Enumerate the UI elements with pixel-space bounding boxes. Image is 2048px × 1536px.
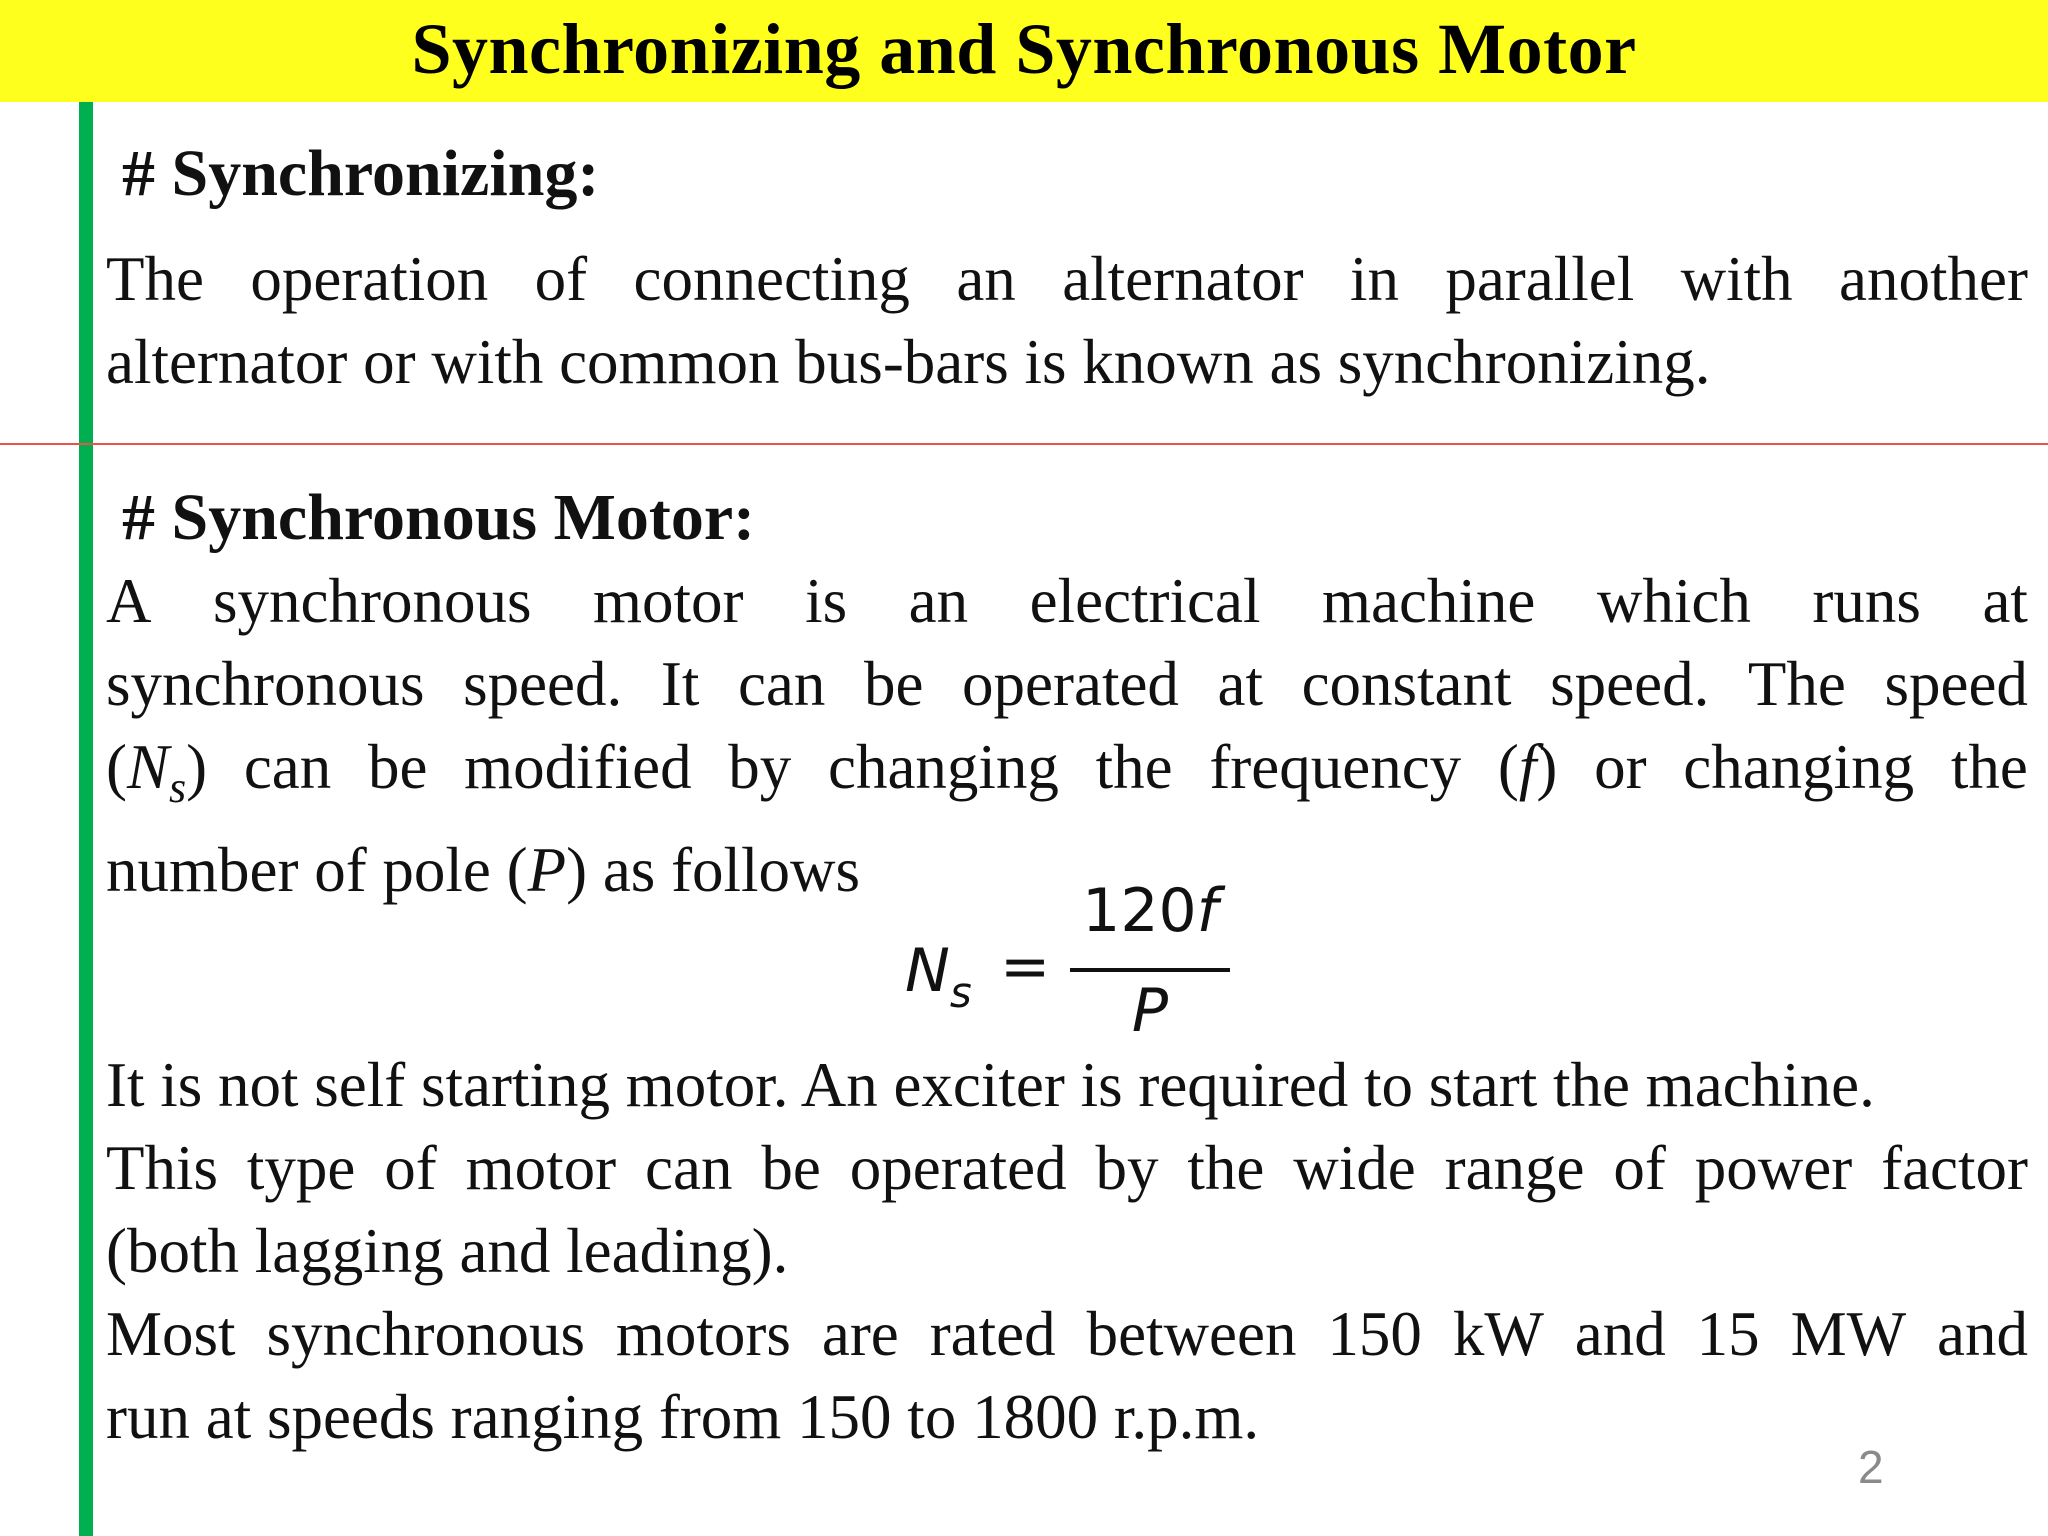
word: motor: [465, 1133, 617, 1203]
word: be: [761, 1133, 821, 1203]
word: A: [106, 566, 152, 636]
word: the: [1095, 732, 1173, 802]
formula-numerator: 120f: [1082, 876, 1218, 946]
word: alternator: [1062, 244, 1304, 314]
characteristics-line-1: It is not self starting motor. An exciter is required to start the machine.: [106, 1050, 1875, 1120]
word: operated: [849, 1133, 1067, 1203]
characteristics-line-3: (both lagging and leading).: [106, 1216, 789, 1286]
word: are: [821, 1299, 899, 1369]
word: at: [1982, 566, 2028, 636]
frequency-symbol: f: [1518, 732, 1537, 802]
speed-subscript: s: [169, 763, 187, 812]
word: 150: [1327, 1299, 1422, 1369]
section-divider: [0, 443, 2048, 445]
word: synchronous: [213, 566, 532, 636]
word: another: [1839, 244, 2028, 314]
word: factor: [1881, 1133, 2028, 1203]
word: by: [728, 732, 792, 802]
word: at: [1217, 649, 1263, 719]
word: or: [1594, 732, 1647, 802]
word: parallel: [1445, 244, 1635, 314]
synchronizing-definition: [106, 238, 2028, 404]
word: The: [106, 244, 204, 314]
word: speed.: [1550, 649, 1710, 719]
left-accent-rule: [79, 102, 93, 1536]
pole-symbol: P: [527, 835, 567, 905]
word: kW: [1452, 1299, 1544, 1369]
word: This: [106, 1133, 219, 1203]
ratings-line-2: run at speeds ranging from 150 to 1800 r.p.m.: [106, 1382, 1260, 1452]
word: electrical: [1029, 566, 1261, 636]
formula-denominator: P: [1131, 976, 1169, 1046]
speed-symbol: N: [126, 732, 170, 802]
page-number: 2: [1858, 1441, 1884, 1493]
word: by: [1095, 1133, 1159, 1203]
word: It: [660, 649, 700, 719]
word: between: [1086, 1299, 1297, 1369]
word: of: [384, 1133, 437, 1203]
word: changing: [828, 732, 1059, 802]
word: constant: [1301, 649, 1512, 719]
motor-line-1: [106, 560, 2028, 643]
characteristics-line-2: [106, 1127, 2028, 1210]
word: speed: [1884, 649, 2028, 719]
word: machine: [1321, 566, 1536, 636]
synchronizing-heading: # Synchronizing:: [122, 137, 600, 210]
word: operated: [962, 649, 1179, 719]
word: The: [1747, 649, 1846, 719]
word: and: [1574, 1299, 1666, 1369]
word: Most: [106, 1299, 236, 1369]
word: changing: [1683, 732, 1915, 802]
word: operation: [250, 244, 489, 314]
formula-lhs: $N_s$: [905, 936, 972, 1017]
word: can: [645, 1133, 733, 1203]
word: the: [1187, 1133, 1265, 1203]
definition-line-1: [106, 238, 2028, 321]
frequency-symbol-group: (f): [1498, 726, 1557, 829]
synchronous-motor-heading: # Synchronous Motor:: [122, 481, 756, 554]
word: rated: [929, 1299, 1056, 1369]
word: the: [1950, 732, 2028, 802]
word: of: [534, 244, 588, 314]
word: synchronous: [106, 649, 425, 719]
word: type: [246, 1133, 356, 1203]
word: and: [1937, 1299, 2028, 1369]
word: is: [805, 566, 848, 636]
motor-line-3: [106, 726, 2028, 829]
word: speed.: [463, 649, 623, 719]
word: can: [737, 649, 826, 719]
word: range: [1444, 1133, 1585, 1203]
formula-equals: =: [1000, 932, 1051, 1002]
title-bar: [0, 0, 2048, 102]
word: runs: [1812, 566, 1921, 636]
definition-line-2: alternator or with common bus-bars is known as synchronizing.: [106, 327, 1711, 397]
word: power: [1694, 1133, 1853, 1203]
motor-characteristics: [106, 1044, 2028, 1293]
motor-ratings: [106, 1293, 2028, 1459]
word: 15: [1696, 1299, 1760, 1369]
word: of: [1613, 1133, 1666, 1203]
word: with: [1680, 244, 1793, 314]
word: synchronous: [266, 1299, 585, 1369]
formula-fraction-bar: [1070, 968, 1230, 972]
word: in: [1349, 244, 1399, 314]
motor-line-4: number of pole (P) as follows: [106, 835, 861, 905]
speed-symbol-group: (Ns): [106, 726, 207, 829]
word: motor: [593, 566, 744, 636]
word: an: [956, 244, 1016, 314]
word: motors: [615, 1299, 791, 1369]
word: connecting: [633, 244, 910, 314]
motor-line-2: [106, 643, 2028, 726]
word: be: [863, 649, 924, 719]
word: MW: [1790, 1299, 1907, 1369]
ratings-line-1: [106, 1293, 2028, 1376]
word: an: [908, 566, 969, 636]
word: which: [1596, 566, 1751, 636]
word: can: [243, 732, 332, 802]
word: frequency: [1209, 732, 1462, 802]
word: modified: [464, 732, 692, 802]
synchronous-motor-description: [106, 560, 2028, 912]
word: be: [367, 732, 428, 802]
word: wide: [1293, 1133, 1416, 1203]
slide-title: Synchronizing and Synchronous Motor: [411, 9, 1637, 89]
